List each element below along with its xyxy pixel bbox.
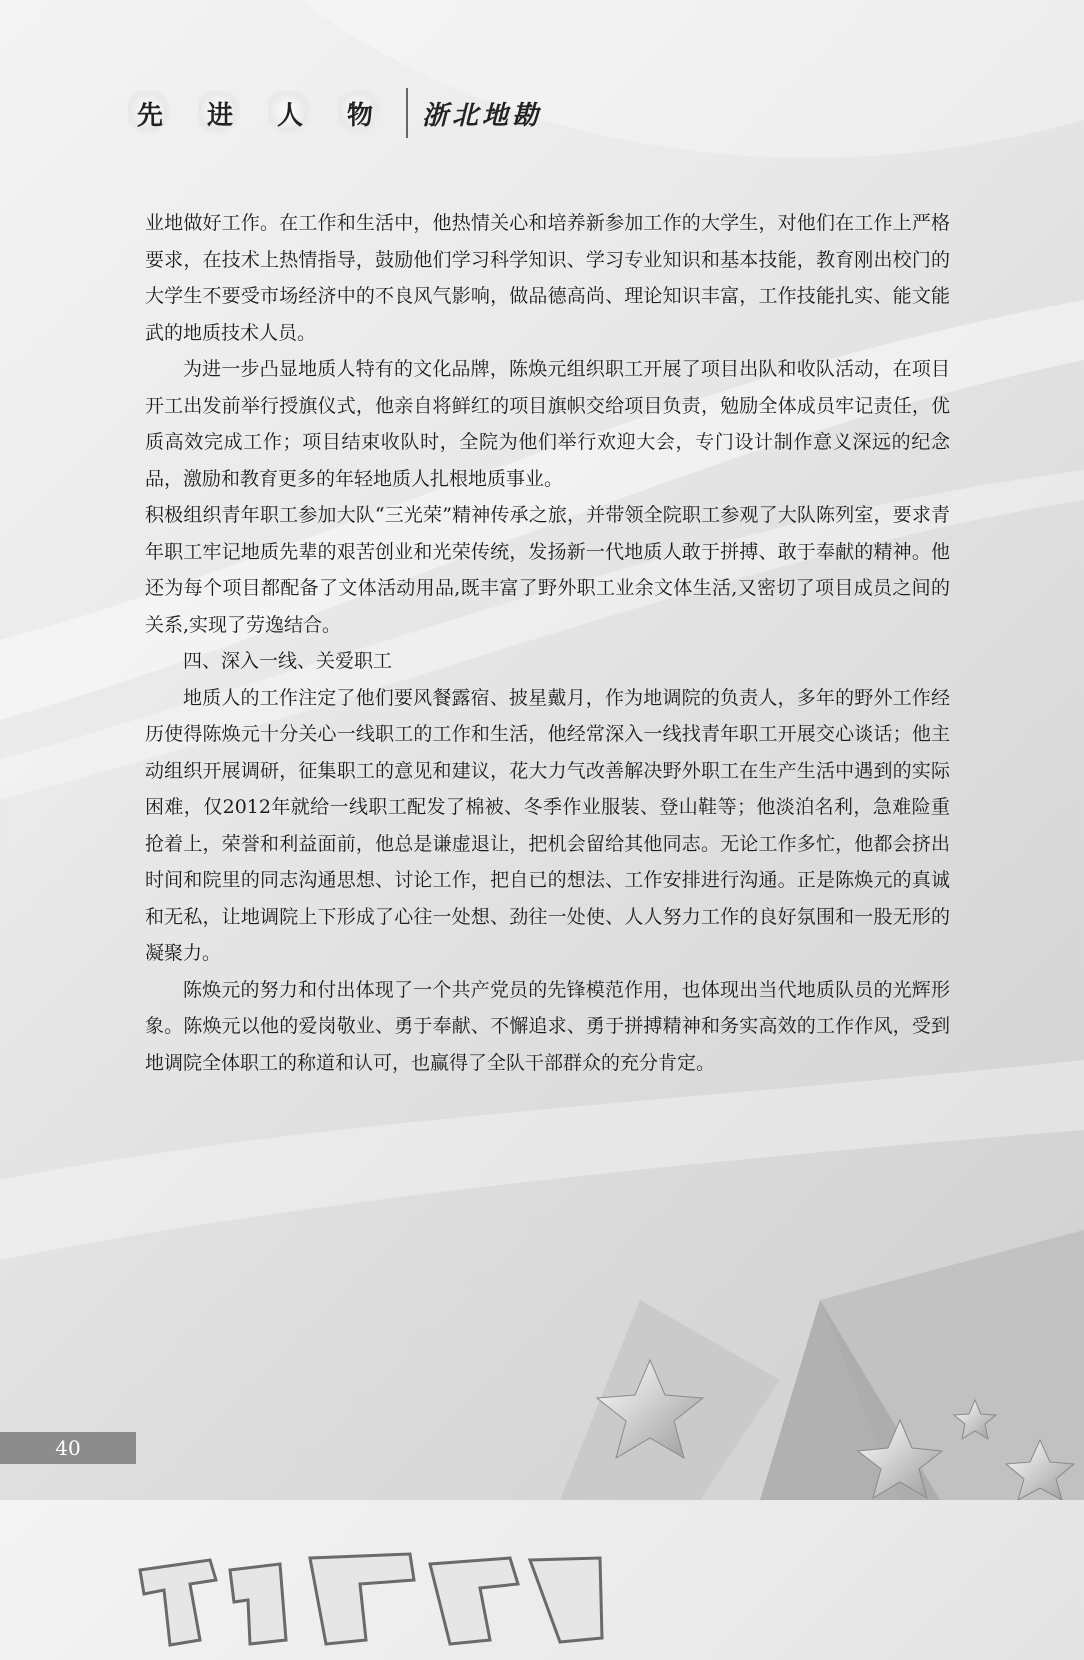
page-number: 40 (0, 1432, 136, 1464)
paragraph: 陈焕元的努力和付出体现了一个共产党员的先锋模范作用，也体现出当代地质队员的光辉形象。陈焕元以他的爱岗敬业、勇于奉献、不懈追求、勇于拼搏精神和务实高效的工作作风，受到地调院全体职工的称道和认可，也赢得了全队干部群众的充分肯定。 (145, 978, 950, 1074)
section-title-char: 物 (338, 91, 382, 135)
section-heading: 四、深入一线、关爱职工 (183, 650, 393, 672)
header-divider (406, 88, 408, 138)
wordmark-graphic (130, 1540, 610, 1660)
paragraph: 积极组织青年职工参加大队“三光荣”精神传承之旅，并带领全院职工参观了大队陈列室，要求青年职工牢记地质先辈的艰苦创业和光荣传统，发扬新一代地质人敢于拼搏、敢于奉献的精神。他还为每个项目都配备了文体活动用品,既丰富了野外职工业余文体生活,又密切了项目成员之间的关系,实现了劳逸结合。 (145, 504, 950, 636)
brand-name: 浙北地勘 (422, 100, 543, 131)
article-body (145, 205, 950, 1081)
paragraph: 地质人的工作注定了他们要风餐露宿、披星戴月，作为地调院的负责人，多年的野外工作经历使得陈焕元十分关心一线职工的工作和生活，他经常深入一线找青年职工开展交心谈话；他主动组织开展调研，征集职工的意见和建议，花大力气改善解决野外职工在生产生活中遇到的实际困难，仅2012年就给一线职工配发了棉被、冬季作业服装、登山鞋等；他淡泊名利，急难险重抢着上，荣誉和利益面前，他总是谦虚退让，把机会留给其他同志。无论工作多忙，他都会挤出时间和院里的同志沟通思想、讨论工作，把自已的想法、工作安排进行沟通。正是陈焕元的真诚和无私，让地调院上下形成了心往一处想、劲往一处使、人人努力工作的良好氛围和一股无形的凝聚力。 (145, 686, 950, 964)
section-title-char: 先 (128, 91, 172, 135)
paragraph: 业地做好工作。在工作和生活中，他热情关心和培养新参加工作的大学生，对他们在工作上严格要求，在技术上热情指导，鼓励他们学习科学知识、学习专业知识和基本技能，教育刚出校门的大学生不要受市场经济中的不良风气影响，做品德高尚、理论知识丰富，工作技能扎实、能文能武的地质技术人员。 (145, 212, 950, 344)
section-title-char: 人 (268, 91, 312, 135)
section-header (128, 88, 542, 138)
paragraph: 为进一步凸显地质人特有的文化品牌，陈焕元组织职工开展了项目出队和收队活动，在项目开工出发前举行授旗仪式，他亲自将鲜红的项目旗帜交给项目负责，勉励全体成员牢记责任，优质高效完成工作；项目结束收队时，全院为他们举行欢迎大会，专门设计制作意义深远的纪念品，激励和教育更多的年轻地质人扎根地质事业。 (145, 358, 950, 490)
section-title-char: 进 (198, 91, 242, 135)
section-title (128, 91, 382, 135)
